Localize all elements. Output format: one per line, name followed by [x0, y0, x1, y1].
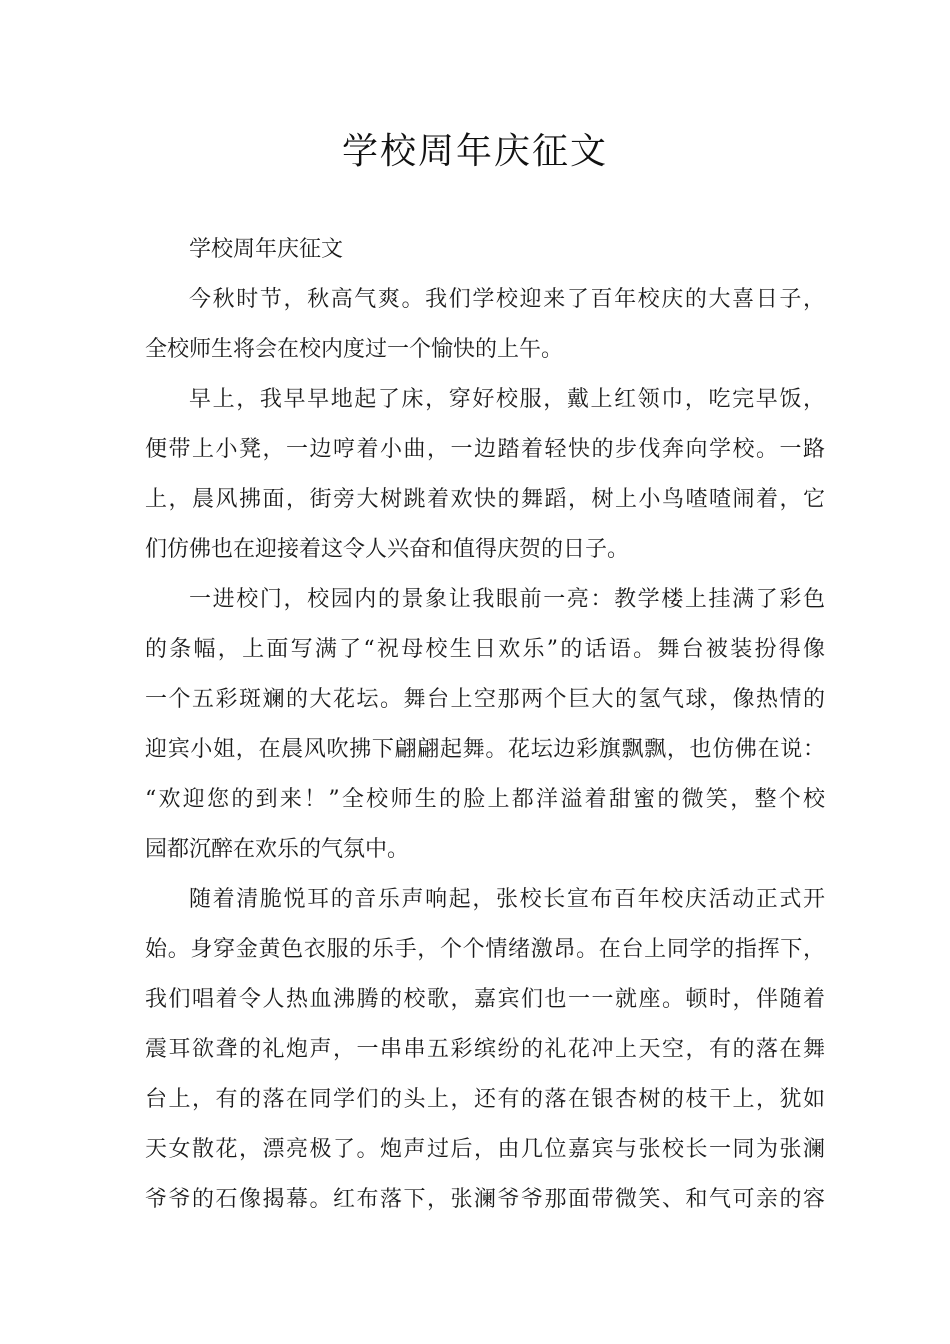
text-line: 一进校门，校园内的景象让我眼前一亮：教学楼上挂满了彩色: [189, 587, 825, 612]
document-body: [145, 225, 825, 1225]
text-line: 们仿佛也在迎接着这令人兴奋和值得庆贺的日子。: [145, 537, 630, 562]
text-line: 早上，我早早地起了床，穿好校服，戴上红领巾，吃完早饭，: [189, 387, 825, 412]
text-line: “欢迎您的到来！”全校师生的脸上都洋溢着甜蜜的微笑，整个校: [145, 787, 825, 812]
text-line: 今秋时节，秋高气爽。我们学校迎来了百年校庆的大喜日子，: [189, 287, 825, 312]
text-line: 始。身穿金黄色衣服的乐手，个个情绪激昂。在台上同学的指挥下，: [145, 937, 825, 962]
text-line: 上，晨风拂面，街旁大树跳着欢快的舞蹈，树上小鸟喳喳闹着，它: [145, 487, 825, 512]
text-line: 的条幅，上面写满了“祝母校生日欢乐”的话语。舞台被装扮得像: [145, 637, 825, 662]
document-title: 学校周年庆征文: [341, 131, 608, 172]
text-line: 学校周年庆征文: [189, 237, 344, 262]
text-line: 随着清脆悦耳的音乐声响起，张校长宣布百年校庆活动正式开: [189, 887, 825, 912]
text-line: 我们唱着令人热血沸腾的校歌，嘉宾们也一一就座。顿时，伴随着: [145, 987, 825, 1012]
text-line: 一个五彩斑斓的大花坛。舞台上空那两个巨大的氢气球，像热情的: [145, 687, 825, 712]
text-line: 爷爷的石像揭幕。红布落下，张澜爷爷那面带微笑、和气可亲的容: [145, 1187, 825, 1212]
text-line: 台上，有的落在同学们的头上，还有的落在银杏树的枝干上，犹如: [145, 1087, 825, 1112]
text-line: 园都沉醉在欢乐的气氛中。: [145, 837, 410, 862]
text-line: 全校师生将会在校内度过一个愉快的上午。: [145, 337, 564, 362]
text-line: 天女散花，漂亮极了。炮声过后，由几位嘉宾与张校长一同为张澜: [145, 1137, 825, 1162]
text-line: 迎宾小姐，在晨风吹拂下翩翩起舞。花坛边彩旗飘飘，也仿佛在说：: [145, 737, 825, 762]
text-line: 便带上小凳，一边哼着小曲，一边踏着轻快的步伐奔向学校。一路: [145, 437, 825, 462]
text-line: 震耳欲聋的礼炮声，一串串五彩缤纷的礼花冲上天空，有的落在舞: [145, 1037, 825, 1062]
